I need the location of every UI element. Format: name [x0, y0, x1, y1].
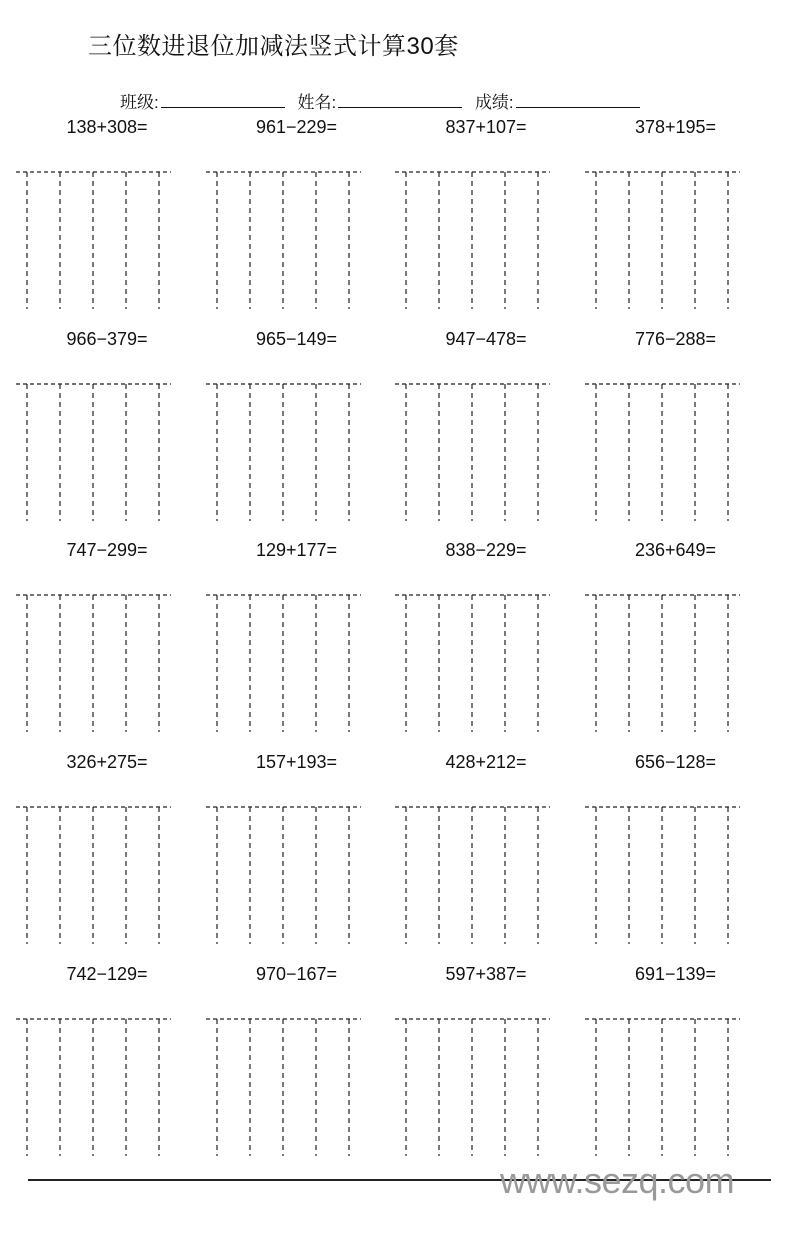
problem-cell: [206, 329, 366, 529]
problem-cell: [395, 117, 555, 317]
answer-grid[interactable]: [16, 381, 176, 523]
problem-text: 970−167=: [255, 963, 338, 984]
score-blank[interactable]: [516, 93, 640, 108]
answer-grid[interactable]: [585, 804, 745, 946]
answer-grid[interactable]: [585, 592, 745, 734]
problem-text: 157+193=: [255, 752, 338, 773]
name-blank[interactable]: [338, 93, 462, 108]
problem-cell: [585, 752, 745, 952]
problem-text: 129+177=: [255, 540, 338, 561]
problem-text: 742−129=: [66, 963, 148, 984]
problem-text: 597+387=: [445, 963, 527, 984]
problem-cell: [206, 540, 366, 740]
problem-cell: [206, 752, 366, 952]
problem-text: 428+212=: [445, 752, 527, 773]
class-blank[interactable]: [161, 93, 285, 108]
problem-text: 326+275=: [66, 752, 148, 773]
problem-cell: [16, 329, 176, 529]
problem-text: 838−229=: [445, 540, 527, 561]
problem-text: 236+649=: [634, 540, 717, 561]
problem-cell: [16, 752, 176, 952]
answer-grid[interactable]: [206, 169, 366, 311]
problem-text: 837+107=: [445, 117, 527, 137]
problem-text: 656−128=: [634, 752, 717, 773]
problem-text: 966−379=: [66, 328, 148, 349]
problem-cell: [585, 964, 745, 1164]
worksheet-title: 三位数进退位加减法竖式计算30套: [88, 33, 459, 60]
answer-grid[interactable]: [16, 1016, 176, 1158]
problem-text: 947−478=: [445, 328, 527, 349]
answer-grid[interactable]: [585, 1016, 745, 1158]
class-label: 班级:: [120, 93, 159, 112]
problem-cell: [16, 964, 176, 1164]
answer-grid[interactable]: [206, 1016, 366, 1158]
answer-grid[interactable]: [395, 804, 555, 946]
student-info-line: [120, 88, 648, 113]
problem-cell: [585, 329, 745, 529]
problem-cell: [16, 117, 176, 317]
watermark-logo: www.sezq.com: [500, 1160, 735, 1201]
answer-grid[interactable]: [206, 804, 366, 946]
score-label: 成绩:: [474, 93, 514, 112]
problem-text: 965−149=: [255, 328, 338, 349]
problem-text: 378+195=: [634, 117, 717, 137]
problem-cell: [16, 540, 176, 740]
problem-cell: [395, 964, 555, 1164]
problem-text: 747−299=: [66, 540, 148, 561]
answer-grid[interactable]: [206, 381, 366, 523]
problem-cell: [395, 329, 555, 529]
answer-grid[interactable]: [206, 592, 366, 734]
name-label: 姓名:: [297, 93, 337, 112]
problem-text: 961−229=: [255, 117, 338, 137]
answer-grid[interactable]: [395, 169, 555, 311]
answer-grid[interactable]: [395, 381, 555, 523]
problem-cell: [206, 964, 366, 1164]
answer-grid[interactable]: [16, 804, 176, 946]
answer-grid[interactable]: [585, 381, 745, 523]
problem-text: 776−288=: [634, 328, 717, 349]
problem-cell: [395, 540, 555, 740]
problem-cell: [206, 117, 366, 317]
problem-text: 138+308=: [66, 117, 148, 137]
problem-text: 691−139=: [634, 963, 717, 984]
answer-grid[interactable]: [395, 592, 555, 734]
problem-cell: [395, 752, 555, 952]
answer-grid[interactable]: [16, 169, 176, 311]
answer-grid[interactable]: [395, 1016, 555, 1158]
problem-cell: [585, 117, 745, 317]
problem-cell: [585, 540, 745, 740]
answer-grid[interactable]: [585, 169, 745, 311]
answer-grid[interactable]: [16, 592, 176, 734]
